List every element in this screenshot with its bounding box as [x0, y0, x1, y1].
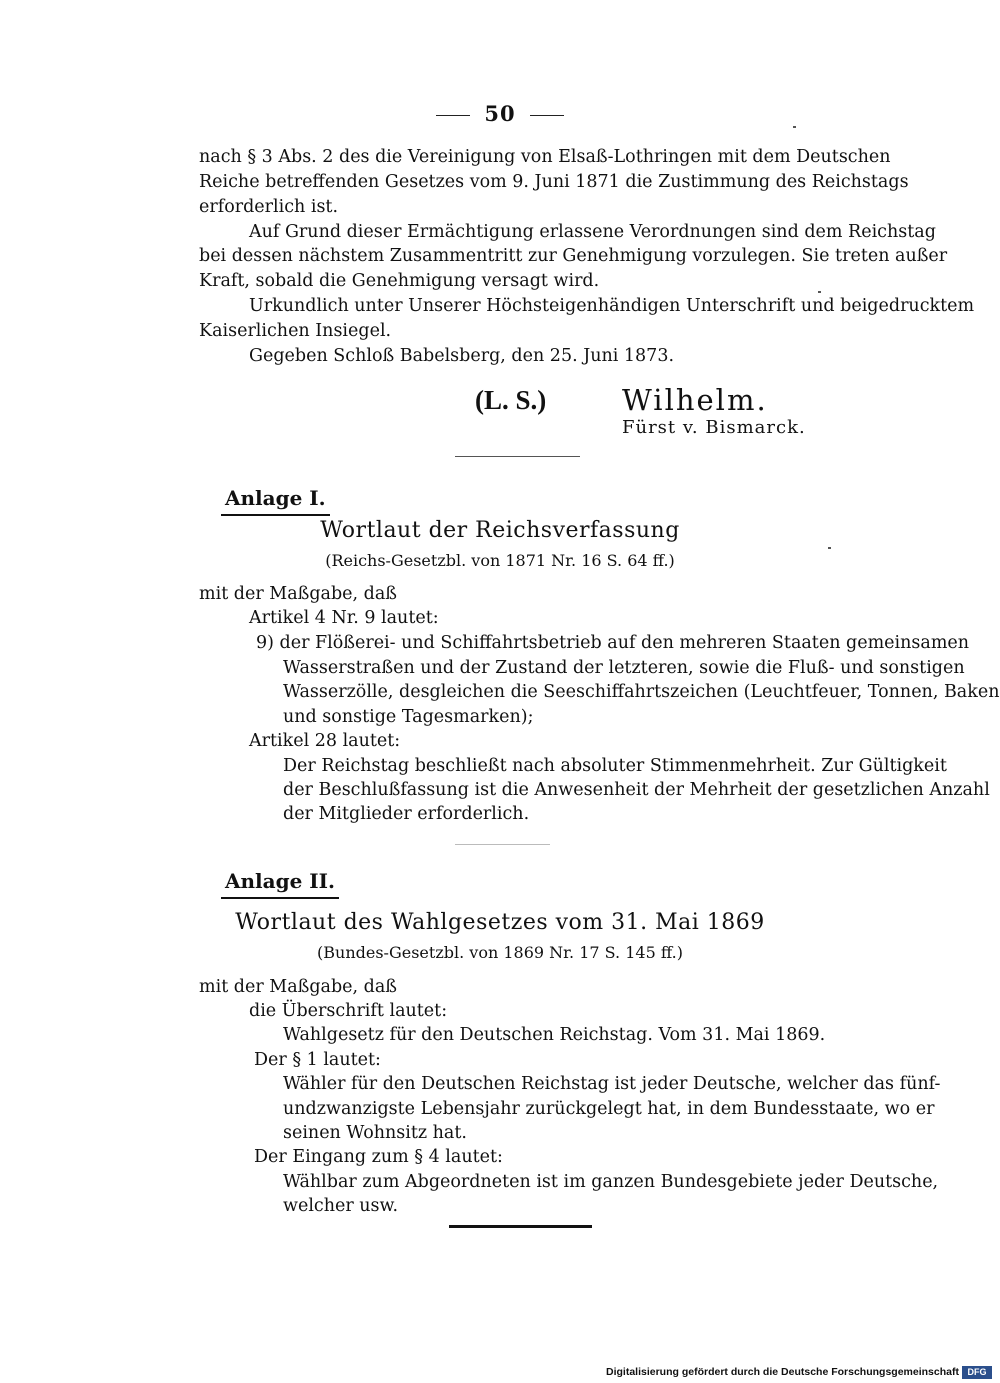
text-line: der Beschlußfassung ist die Anwesenheit der Mehrheit der gesetzlichen Anzahl: [283, 780, 990, 800]
section-divider: [455, 844, 550, 845]
text-line: Wählbar zum Abgeordneten ist im ganzen Bundesgebiete jeder Deutsche,: [283, 1172, 939, 1192]
text-line: nach § 3 Abs. 2 des die Vereinigung von Elsaß-Lothringen mit dem Deutschen: [199, 147, 891, 167]
text-line: Artikel 28 lautet:: [249, 731, 401, 751]
page-number: 50: [0, 101, 1000, 126]
text-line: Kraft, sobald die Genehmigung versagt wird.: [199, 271, 600, 291]
text-line: Auf Grund dieser Ermächtigung erlassene Verordnungen sind dem Reichstag: [249, 222, 936, 242]
text-line: und sonstige Tagesmarken);: [283, 707, 534, 727]
text-line: Wahlgesetz für den Deutschen Reichstag. Vom 31. Mai 1869.: [283, 1025, 826, 1045]
text-line: Wasserzölle, desgleichen die Seeschiffahrtszeichen (Leuchtfeuer, Tonnen, Baken: [283, 682, 1000, 702]
text-line: Der Reichstag beschließt nach absoluter Stimmenmehrheit. Zur Gültigkeit: [283, 756, 947, 776]
signature: Wilhelm.: [622, 383, 768, 417]
text-line: welcher usw.: [283, 1196, 399, 1216]
anlage-2-title: Wortlaut des Wahlgesetzes vom 31. Mai 1869: [235, 910, 765, 935]
anlage-1-source: (Reichs-Gesetzbl. von 1871 Nr. 16 S. 64 ff.): [325, 551, 675, 570]
anlage-1-label: Anlage I.: [225, 486, 326, 510]
dfg-logo: DFG: [962, 1366, 992, 1379]
scan-speck: [828, 547, 831, 549]
text-line: bei dessen nächstem Zusammentritt zur Genehmigung vorzulegen. Sie treten außer: [199, 246, 948, 266]
text-line: Urkundlich unter Unserer Höchsteigenhändigen Unterschrift und beigedrucktem: [249, 296, 975, 316]
text-line: die Überschrift lautet:: [249, 1001, 448, 1021]
text-line: Wasserstraßen und der Zustand der letzteren, sowie die Fluß- und sonstigen: [283, 658, 965, 678]
text-line: Wähler für den Deutschen Reichstag ist jeder Deutsche, welcher das fünf-: [283, 1074, 941, 1094]
anlage-2-source: (Bundes-Gesetzbl. von 1869 Nr. 17 S. 145 ff.): [317, 943, 683, 962]
anlage-2-label: Anlage II.: [225, 869, 335, 893]
section-divider: [455, 456, 580, 457]
text-line: erforderlich ist.: [199, 197, 339, 217]
text-line: Kaiserlichen Insiegel.: [199, 321, 392, 341]
text-line: seinen Wohnsitz hat.: [283, 1123, 467, 1143]
anlage-1-title: Wortlaut der Reichsverfassung: [320, 518, 680, 543]
footer-credit: Digitalisierung gefördert durch die Deutsche Forschungsgemeinschaft: [606, 1366, 959, 1378]
text-line: Gegeben Schloß Babelsberg, den 25. Juni 1873.: [249, 346, 675, 366]
end-rule: [449, 1225, 592, 1228]
text-line: Artikel 4 Nr. 9 lautet:: [249, 608, 439, 628]
text-line: mit der Maßgabe, daß: [199, 977, 397, 997]
text-line: mit der Maßgabe, daß: [199, 584, 397, 604]
text-line: 9) der Flößerei- und Schiffahrtsbetrieb auf den mehreren Staaten gemeinsamen: [256, 633, 970, 653]
text-line: undzwanzigste Lebensjahr zurückgelegt hat, in dem Bundesstaate, wo er: [283, 1099, 935, 1119]
text-line: der Mitglieder erforderlich.: [283, 804, 530, 824]
text-line: Reiche betreffenden Gesetzes vom 9. Juni 1871 die Zustimmung des Reichstags: [199, 172, 909, 192]
text-line: Der § 1 lautet:: [254, 1050, 381, 1070]
text-line: Der Eingang zum § 4 lautet:: [254, 1147, 503, 1167]
seal-mark: (L. S.): [475, 385, 547, 415]
scan-speck: [793, 126, 796, 128]
countersignature: Fürst v. Bismarck.: [622, 417, 806, 438]
scan-speck: [818, 291, 821, 293]
